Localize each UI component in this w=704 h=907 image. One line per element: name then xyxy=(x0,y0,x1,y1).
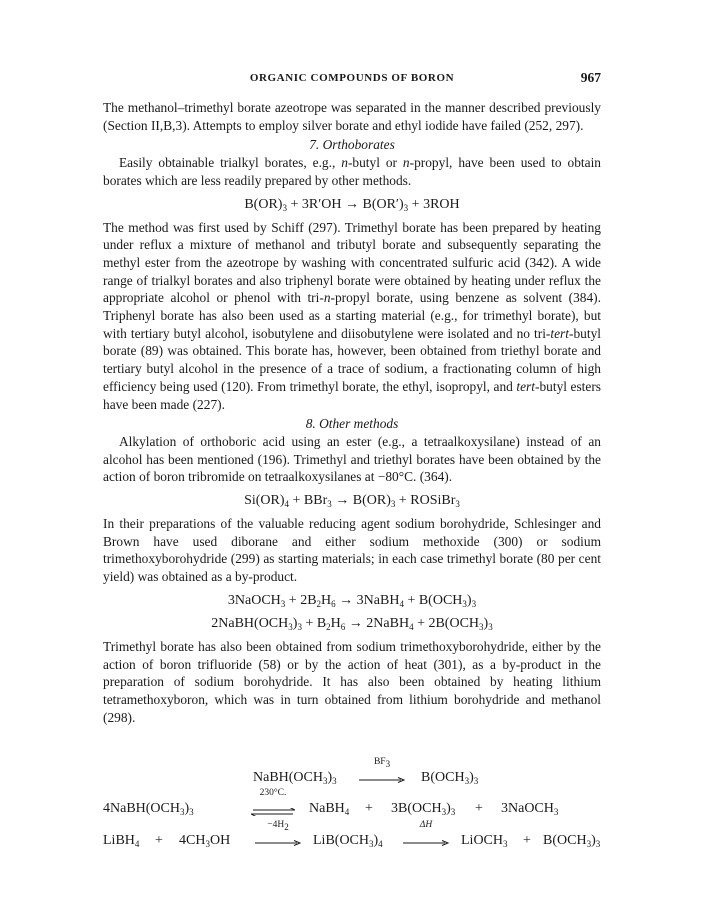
plus-sign: + xyxy=(523,833,531,848)
equation-silane-bromide: $Si(OR)_4 + BBr_3 \to B(OR)_3$ + ROSiBr$_3$ xyxy=(244,493,460,510)
product-formula: $B(OCH_3)_3$ xyxy=(543,833,601,849)
intermediate-formula: $LiB(OCH_3)_4$ xyxy=(313,833,383,849)
equilibrium-arrow-icon xyxy=(251,808,295,816)
body-text xyxy=(103,99,601,726)
equilibrium-arrow xyxy=(251,788,295,821)
arrow-right-icon xyxy=(403,840,449,846)
section-heading-other-methods: 8. Other methods xyxy=(305,416,399,432)
page-number: 967 xyxy=(580,70,601,85)
reactant-formula: $4NaBH(OCH_3)_3$ xyxy=(103,801,194,817)
section-heading-orthoborates: 7. Orthoborates xyxy=(309,137,395,153)
arrow-label: $BF_3$ xyxy=(373,757,391,769)
equation-transesterification: $B(OR)_3 + 3R'OH \to B(OR')_3 + 3ROH$ xyxy=(244,196,460,213)
plus-sign: + xyxy=(475,801,483,816)
scheme-row-lithium xyxy=(103,820,601,853)
product-formula: $3B(OCH_3)_3$ xyxy=(391,801,456,817)
paragraph-azeotrope: The methanol–trimethyl borate azeotrope was separated in the manner described previously (Section II,B,3). Attempts to employ silver borate and ethyl iodide have failed (252, 297). xyxy=(103,100,601,133)
paragraph-alkylation: Alkylation of orthoboric acid using an ester (e.g., a tetraalkoxysilane) instead of an alcohol has been mentioned (196). Trimethyl and triethyl borates have been obtained by the action of boron tribromide on tetraalkoxysilanes at −80°C. (364). xyxy=(103,433,601,485)
equation-trimethoxyborohydride: $2NaBH(OCH_3)_3 + B_2H_6$ → 2NaBH$_4$ + $2B(OCH_3)_3$ xyxy=(211,615,493,632)
plus-sign: + xyxy=(155,833,163,848)
product-formula: NaBH$_4$ xyxy=(309,801,350,817)
product-formula: $B(OCH_3)_3$ xyxy=(421,770,479,786)
reaction-arrow xyxy=(255,820,301,853)
paragraph-trimethyl-borate-sources: Trimethyl borate has also been obtained from sodium trimethoxyborohydride, either by the action of boron trifluoride (58) or by the action of heat (301), as a by-product in the preparation of sodium borohydride. It has also been obtained by heating lithium tetramethoxyboron, which was in turn obtained from lithium borohydride and methanol (298). xyxy=(103,638,601,725)
arrow-label: 230°C. xyxy=(259,788,287,798)
equation-methoxide: 3NaOCH$_3$ + $2B_2H_6$ → 3NaBH$_4$ + $B(OCH_3)_3$ xyxy=(227,592,477,609)
paragraph-orthoborates-intro: Easily obtainable trialkyl borates, e.g., n-butyl or n-propyl, have been used to obtain borates which are less readily prepared by other methods. xyxy=(103,155,601,188)
arrow-label: ΔH xyxy=(419,820,433,830)
scheme-row-bf3 xyxy=(103,757,601,790)
product-formula: LiOCH$_3$ xyxy=(461,833,508,849)
reactant-formula: LiBH$_4$ xyxy=(103,833,140,849)
arrow-right-icon xyxy=(359,777,405,783)
arrow-label: $-4H_2$ xyxy=(267,820,289,832)
reaction-arrow xyxy=(359,757,405,790)
reactant-formula: $NaBH(OCH_3)_3$ xyxy=(253,770,337,786)
plus-sign: + xyxy=(365,801,373,816)
paragraph-schiff-method: The method was first used by Schiff (297). Trimethyl borate has been prepared by heating under reflux a mixture of methanol and tributyl borate and subsequently separating the methyl ester from the azeotrope by washing with concentrated sulfuric acid (342). A wide range of trialkyl borates and also triphenyl borate were obtained by heating under reflux the appropriate alcohol or phenol with tri-n-propyl borate, using benzene as solvent (384). Triphenyl borate has also been used as a starting material (e.g., for trimethyl borate), but with tertiary butyl alcohol, isobutylene and diisobutylene were isolated and no tri-tert-butyl borate (89) was obtained. This borate has, however, been obtained from triethyl borate and tertiary butyl alcohol in the presence of a trace of sodium, a fractionating column of high efficiency being used (120). From trimethyl borate, the ethyl, isopropyl, and tert-butyl esters have been made (227). xyxy=(103,219,602,412)
arrow-right-icon xyxy=(255,840,301,846)
page-header xyxy=(103,70,601,90)
product-formula: 3NaOCH$_3$ xyxy=(501,801,559,817)
reaction-arrow xyxy=(403,820,449,853)
paragraph-borohydride: In their preparations of the valuable reducing agent sodium borohydride, Schlesinger and Brown have used diborane and either sodium methoxide (300) or sodium trimethoxyborohydride (299) as starting materials; in each case trimethyl borate (80 per cent yield) was obtained as a by-product. xyxy=(103,516,601,585)
running-head: ORGANIC COMPOUNDS OF BORON xyxy=(249,72,455,84)
scheme-row-heat-equilibrium xyxy=(103,788,601,821)
reactant-formula: $4CH_3OH$ xyxy=(179,833,231,849)
